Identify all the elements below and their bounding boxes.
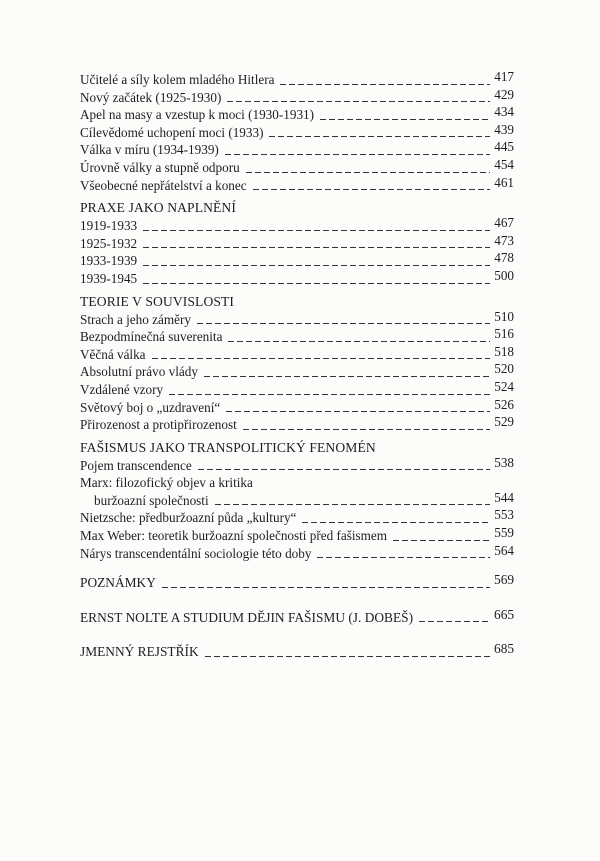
- toc-section: [80, 199, 514, 287]
- page-number: 553: [494, 507, 514, 523]
- section-heading: FAŠISMUS JAKO TRANSPOLITICKÝ FENOMÉN: [80, 439, 376, 455]
- entry-title: Bezpodmínečná suverenita: [80, 329, 223, 345]
- toc-entry: [80, 527, 514, 545]
- toc-entry: [80, 232, 514, 253]
- dot-leader: [152, 358, 490, 359]
- entry-title: Absolutní právo vlády: [80, 364, 198, 380]
- entry-title: Všeobecné nepřátelství a konec: [80, 177, 247, 193]
- toc-entry: [80, 121, 514, 142]
- toc-entry: [80, 328, 514, 346]
- table-of-contents: [80, 71, 514, 661]
- entry-title: Přirozenost a protipřirozenost: [80, 417, 237, 433]
- page-number: 529: [494, 414, 514, 430]
- dot-leader: [317, 557, 490, 558]
- page-number: 461: [494, 174, 514, 190]
- page-number: 520: [494, 361, 514, 377]
- entry-title: Nový začátek (1925-1930): [80, 89, 222, 105]
- entry-title: Učitelé a síly kolem mladého Hitlera: [80, 72, 275, 87]
- entry-title: Cílevědomé uchopení moci (1933): [80, 124, 264, 140]
- page-number: 559: [494, 525, 514, 541]
- toc-entry: [80, 509, 514, 527]
- dot-leader: [228, 341, 490, 342]
- toc-entry: [80, 574, 514, 592]
- page-number: 478: [494, 250, 514, 266]
- toc-section: [80, 293, 514, 434]
- toc-entry: [80, 174, 514, 195]
- toc-section: [80, 439, 514, 563]
- toc-entry: [80, 542, 514, 563]
- page-number: 685: [494, 641, 515, 657]
- page-number: 500: [494, 267, 514, 283]
- dot-leader: [225, 154, 490, 155]
- dot-leader: [204, 376, 490, 377]
- dot-leader: [320, 119, 490, 120]
- toc-entry: [80, 106, 514, 124]
- page-number: 524: [494, 378, 514, 394]
- dot-leader: [143, 247, 490, 248]
- entry-title: Nietzsche: předburžoazní půda „kultury“: [80, 510, 297, 526]
- entry-title: Vzdálené vzory: [80, 381, 164, 397]
- entry-title: Apel na masy a vzestup k moci (1930-1931): [80, 107, 315, 123]
- page-number: 467: [494, 215, 514, 231]
- entry-title: Strach a jeho záměry: [80, 311, 191, 327]
- toc-entry: [80, 252, 514, 270]
- entry-title: ERNST NOLTE A STUDIUM DĚJIN FAŠISMU (J. DOBEŠ): [80, 609, 414, 625]
- toc-entry: [80, 474, 514, 492]
- dot-leader: [280, 84, 490, 85]
- entry-title: 1919-1933: [80, 218, 138, 234]
- page-number: 454: [494, 156, 514, 172]
- section-heading: PRAXE JAKO NAPLNĚNÍ: [80, 200, 236, 216]
- entry-title: JMENNÝ REJSTŘÍK: [80, 644, 199, 660]
- entry-title: Max Weber: teoretik buržoazní společnosti před fašismem: [80, 528, 388, 544]
- entry-title: Úrovně války a stupně odporu: [80, 159, 240, 175]
- toc-entry: [80, 454, 514, 475]
- page-number: 516: [494, 326, 514, 342]
- toc-entry: [80, 141, 514, 159]
- entry-title: buržoazní společnosti: [94, 492, 209, 508]
- page-number: 665: [494, 606, 515, 622]
- dot-leader: [227, 101, 490, 102]
- entry-title: Marx: filozofický objev a kritika: [80, 475, 253, 491]
- dot-leader: [253, 189, 490, 190]
- dot-leader: [243, 429, 490, 430]
- dot-leader: [226, 411, 490, 412]
- dot-leader: [198, 469, 490, 470]
- dot-leader: [169, 394, 490, 395]
- page-number: 473: [494, 232, 514, 248]
- entry-title: Pojem transcendence: [80, 457, 192, 473]
- page-number: 445: [494, 139, 514, 155]
- page-number: 439: [494, 121, 514, 137]
- dot-leader: [143, 230, 490, 231]
- page-number: 544: [494, 489, 514, 505]
- dot-leader: [143, 283, 490, 284]
- dot-leader: [419, 621, 490, 622]
- dot-leader: [393, 540, 490, 541]
- dot-leader: [269, 136, 490, 137]
- entry-title: Věčná válka: [80, 346, 146, 362]
- toc-section: [80, 71, 514, 194]
- page-number: 564: [494, 542, 514, 558]
- toc-entry: [80, 71, 514, 89]
- toc-entry: [80, 343, 514, 364]
- dot-leader: [215, 504, 490, 505]
- toc-entry: [80, 378, 514, 399]
- page-number: 526: [494, 396, 514, 412]
- entry-title: 1925-1932: [80, 235, 138, 251]
- page-number: 429: [494, 86, 514, 102]
- page-number: 510: [494, 308, 514, 324]
- entry-title: Světový boj o „uzdravení“: [80, 399, 221, 415]
- toc-entry: [80, 267, 514, 288]
- entry-title: POZNÁMKY: [80, 575, 156, 591]
- dot-leader: [162, 587, 490, 588]
- page-number: 569: [494, 572, 515, 588]
- toc-entry: [80, 416, 514, 434]
- dot-leader: [246, 172, 490, 173]
- entry-title: Nárys transcendentální sociologie této doby: [80, 545, 312, 561]
- section-heading: TEORIE V SOUVISLOSTI: [80, 293, 235, 309]
- page-number: 518: [494, 343, 514, 359]
- toc-entry: [80, 489, 514, 510]
- entry-title: Válka v míru (1934-1939): [80, 142, 219, 158]
- toc-entry: [80, 363, 514, 381]
- toc-entry: [80, 156, 514, 177]
- toc-entry: [80, 643, 514, 661]
- toc-entry: [80, 308, 514, 329]
- entry-title: 1933-1939: [80, 253, 138, 269]
- entry-title: 1939-1945: [80, 270, 138, 286]
- page-number: 434: [494, 104, 514, 120]
- dot-leader: [205, 656, 490, 657]
- toc-entry: [80, 86, 514, 107]
- page-number: 538: [494, 454, 514, 470]
- dot-leader: [143, 265, 490, 266]
- toc-entry: [80, 606, 515, 627]
- dot-leader: [197, 323, 490, 324]
- dot-leader: [302, 522, 490, 523]
- toc-entry: [80, 396, 514, 417]
- toc-entry: [80, 217, 514, 235]
- page-number: 417: [494, 69, 514, 84]
